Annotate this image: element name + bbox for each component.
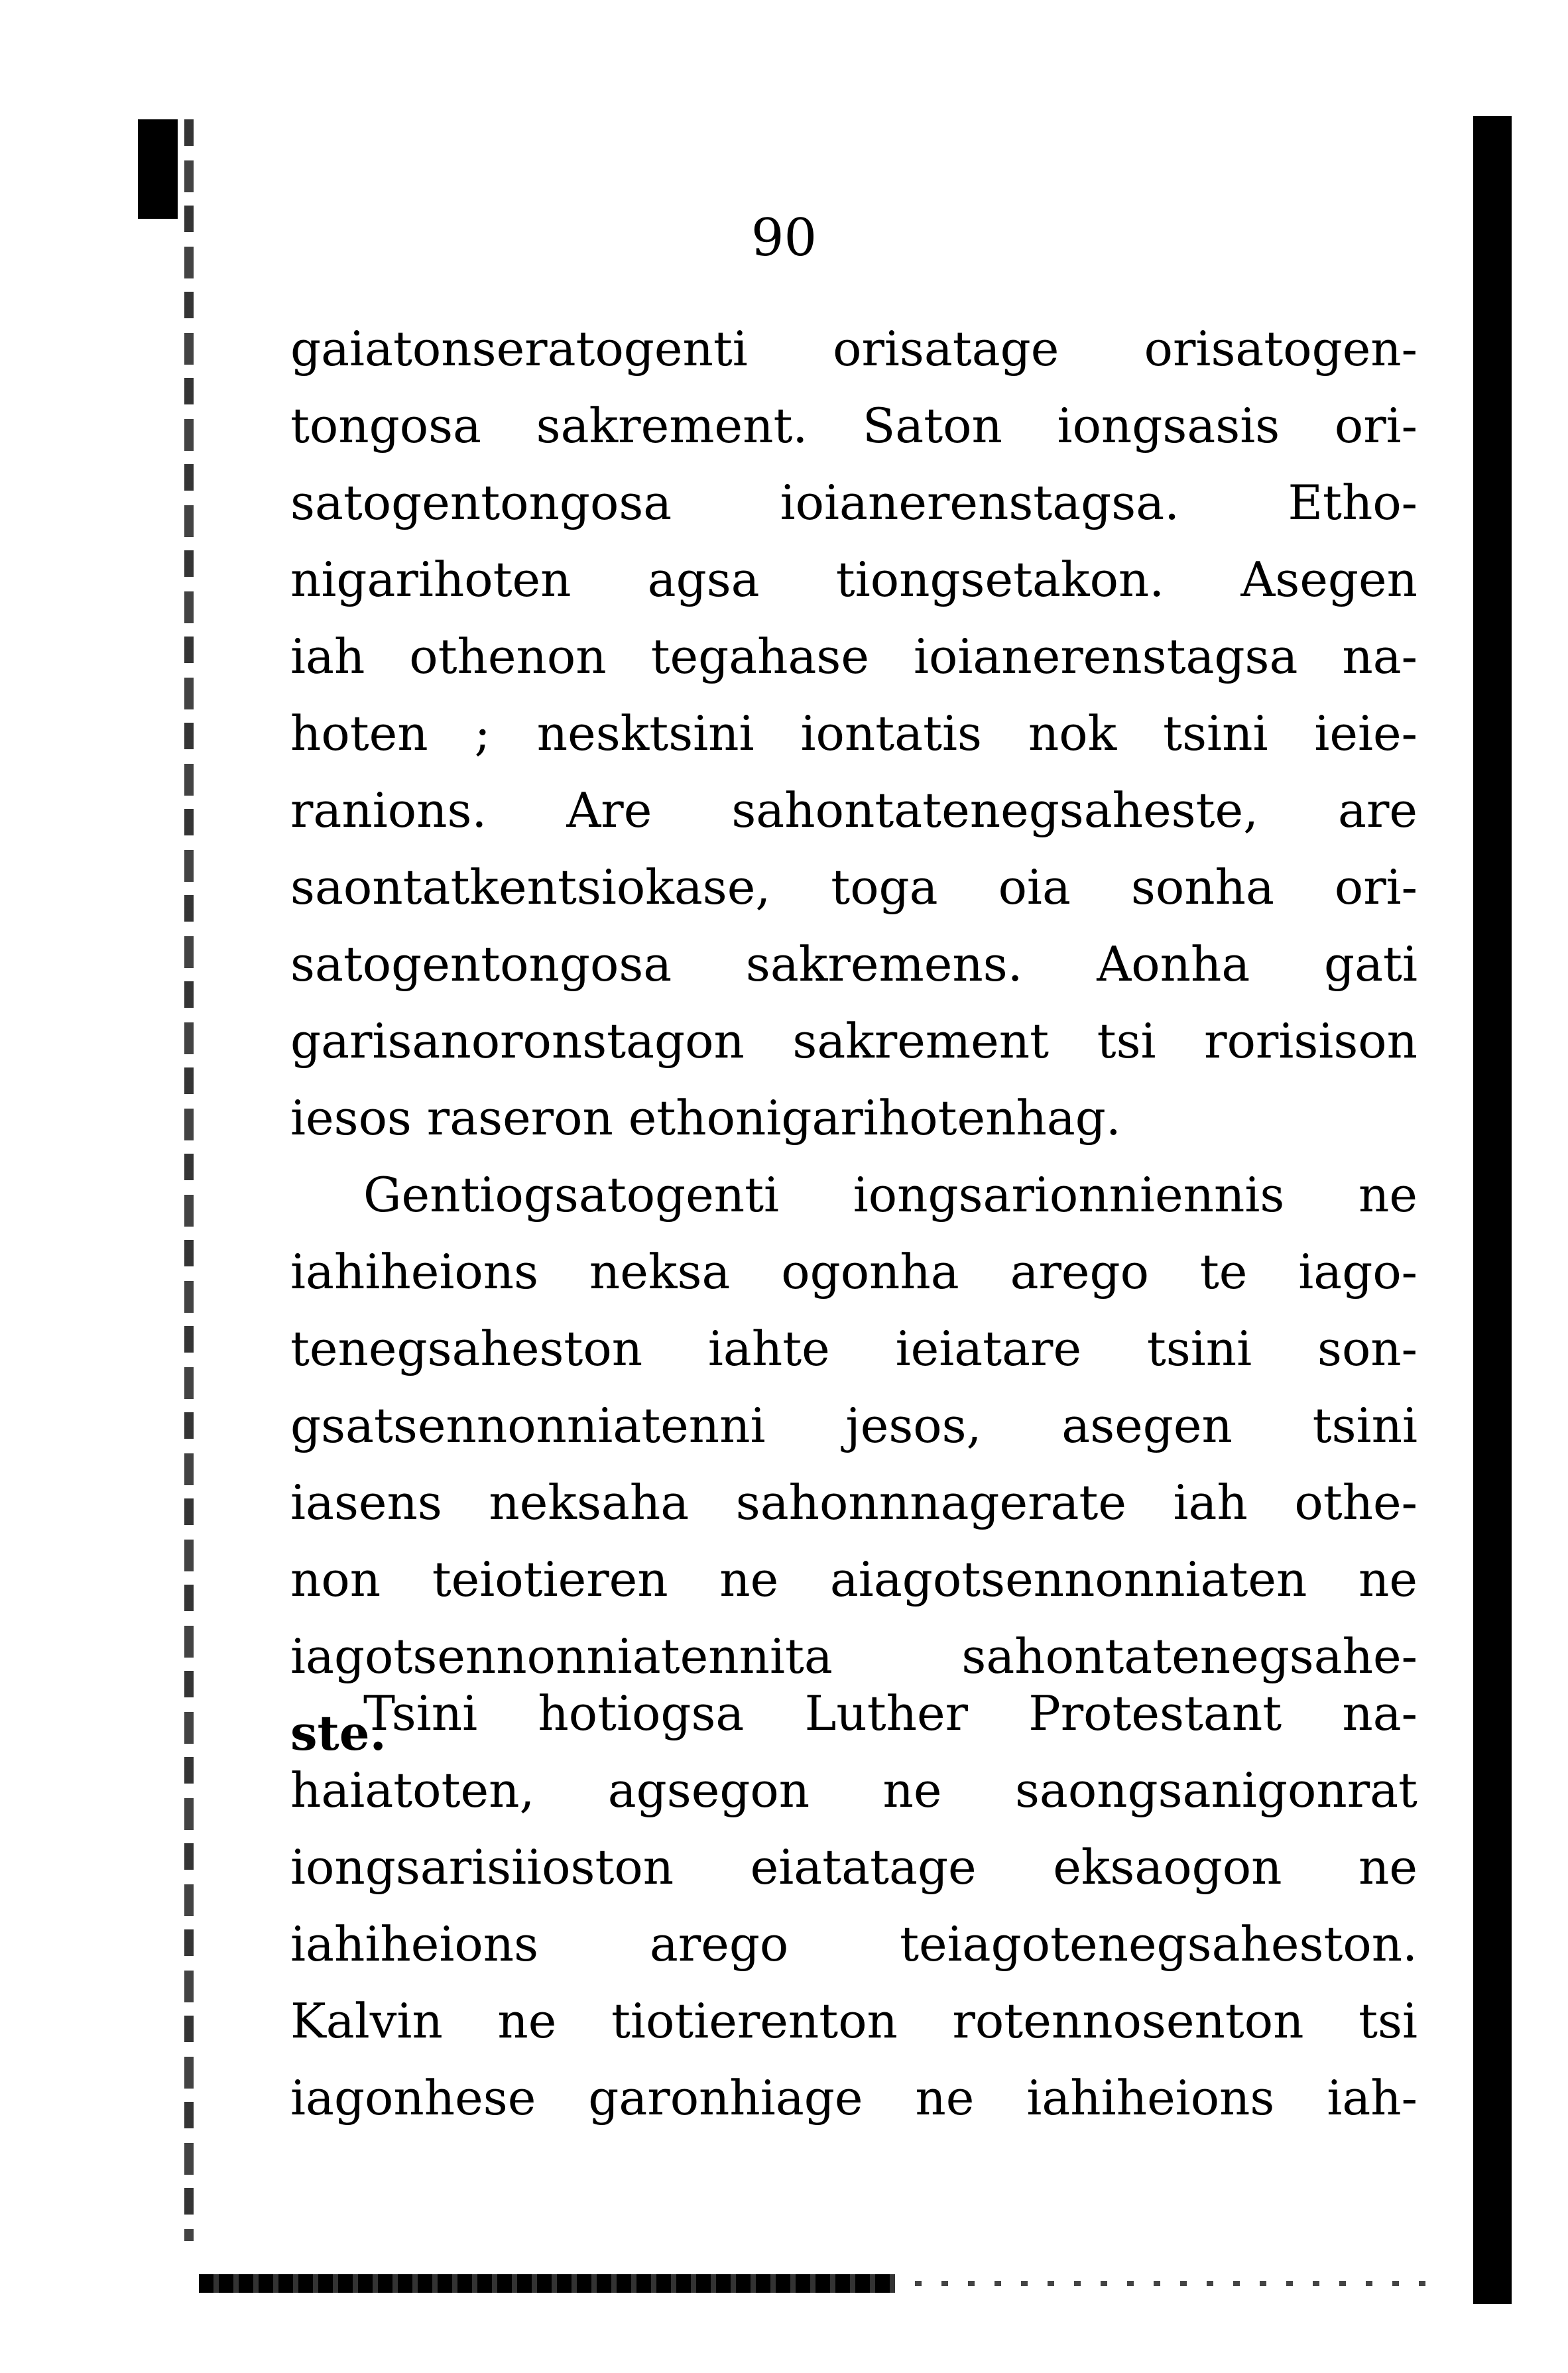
text-line: iahiheions neksa ogonha arego te iago-	[290, 1244, 1417, 1300]
text-line: iongsarisiioston eiatatage eksaogon ne	[290, 1839, 1417, 1895]
scan-bottom-dots	[915, 2281, 1445, 2286]
paragraph-1	[290, 310, 1417, 1772]
scan-bottom-rule	[199, 2274, 895, 2293]
text-line: gaiatonseratogenti orisatage orisatogen-	[290, 321, 1417, 377]
text-line: non teiotieren ne aiagotsennonniaten ne	[290, 1552, 1417, 1607]
text-line: iagotsennonniatennita sahontatenegsahe-	[290, 1628, 1417, 1684]
text-line: satogentongosa ioianerenstagsa. Etho-	[290, 475, 1417, 530]
text-line: hoten ; nesktsini iontatis nok tsini ieie-	[290, 705, 1417, 761]
scan-gutter-line	[184, 119, 194, 2241]
text-line: Tsini hotiogsa Luther Protestant na-	[363, 1685, 1417, 1741]
text-line: saontatkentsiokase, toga oia sonha ori-	[290, 859, 1417, 915]
text-line: iah othenon tegahase ioianerenstagsa na-	[290, 629, 1417, 684]
text-line: Kalvin ne tiotierenton rotennosenton tsi	[290, 1993, 1417, 2049]
page-number: 90	[751, 208, 817, 268]
scan-left-edge	[111, 119, 211, 2241]
text-line: iahiheions arego teiagotenegsaheston.	[290, 1916, 1417, 1972]
scan-ink-mark	[138, 119, 178, 219]
text-line: tenegsaheston iahte ieiatare tsini son-	[290, 1321, 1417, 1376]
scan-right-border	[1473, 116, 1512, 2304]
text-line: nigarihoten agsa tiongsetakon. Asegen	[290, 552, 1417, 607]
text-line: satogentongosa sakremens. Aonha gati	[290, 936, 1417, 992]
paragraph-3	[290, 1675, 1417, 2136]
text-line: Gentiogsatogenti iongsarionniennis ne	[363, 1167, 1417, 1223]
text-line: iesos raseron ethonigarihotenhag.	[290, 1090, 1121, 1146]
text-line: ranions. Are sahontatenegsaheste, are	[290, 782, 1417, 838]
text-line: ste.	[290, 1705, 387, 1761]
text-line: gsatsennonniatenni jesos, asegen tsini	[290, 1398, 1417, 1453]
text-line: haiatoten, agsegon ne saongsanigonrat	[290, 1762, 1417, 1818]
text-line: iasens neksaha sahonnnagerate iah othe-	[290, 1475, 1417, 1530]
text-line: garisanoronstagon sakrement tsi rorisison	[290, 1013, 1417, 1069]
text-line: iagonhese garonhiage ne iahiheions iah-	[290, 2070, 1417, 2126]
text-line: tongosa sakrement. Saton iongsasis ori-	[290, 398, 1417, 454]
